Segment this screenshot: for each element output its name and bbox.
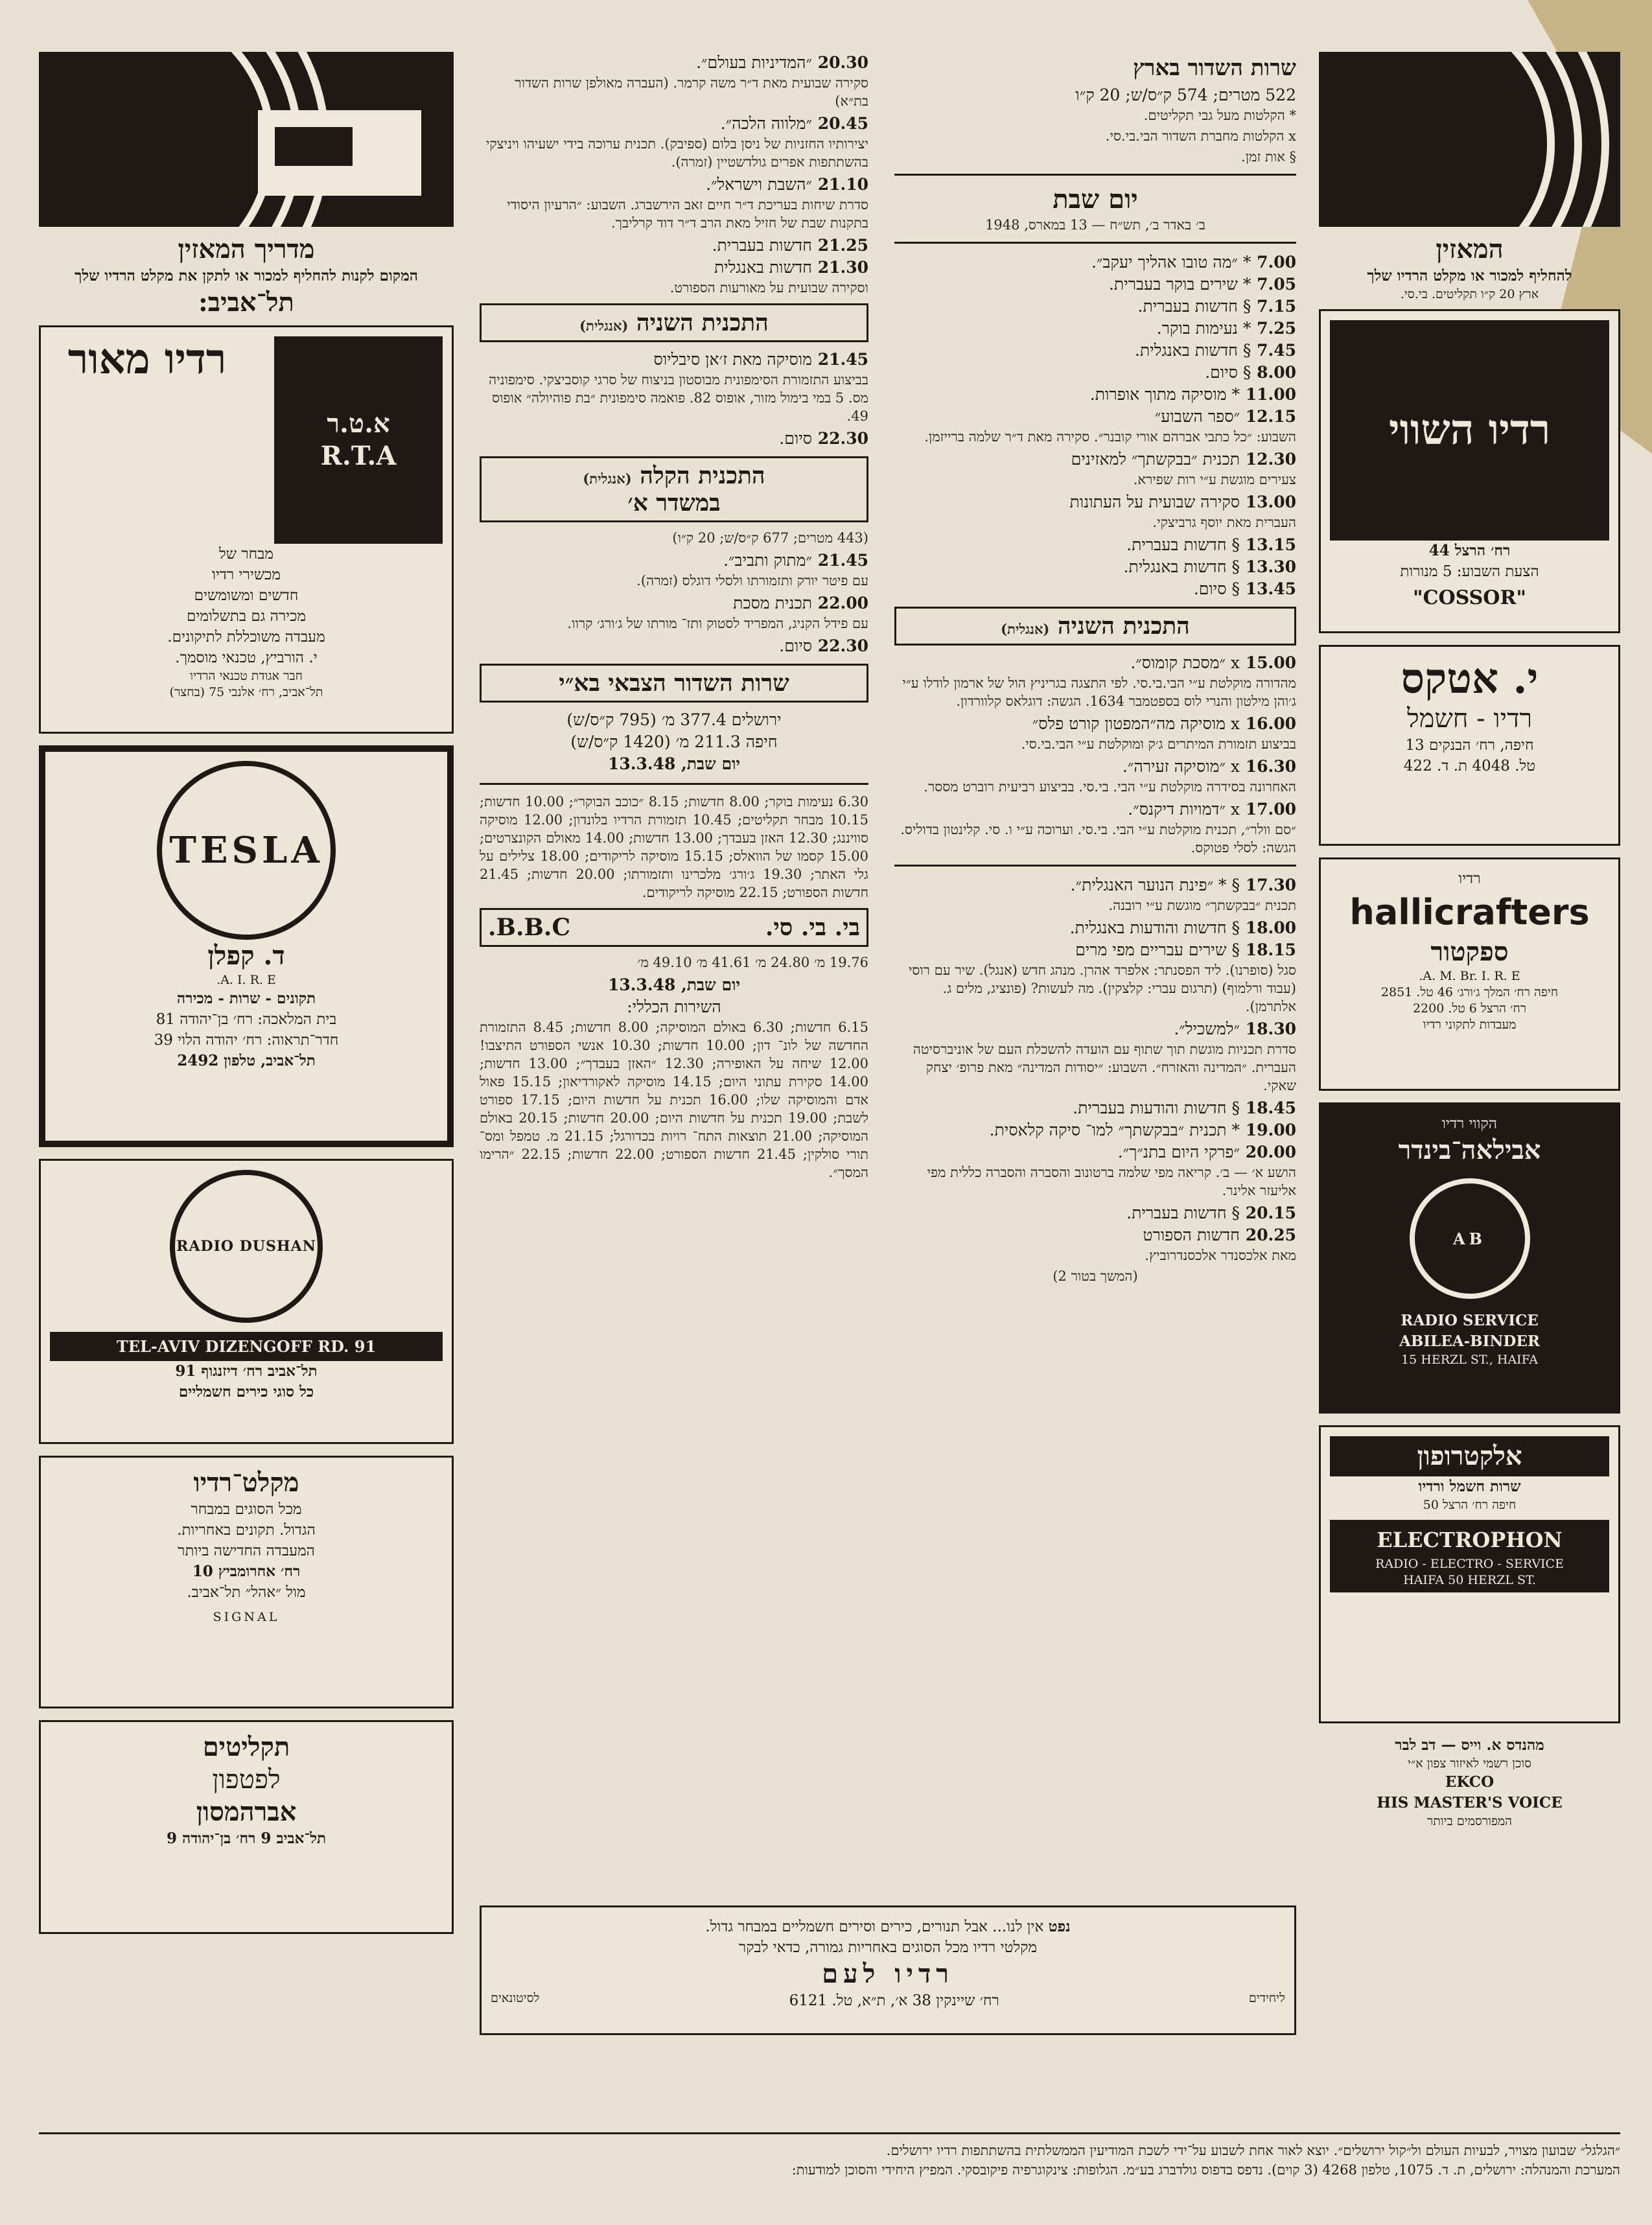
- program-item: [894, 296, 1296, 318]
- bbc-frequency: 19.76 מ׳ 24.80 מ׳ 41.61 מ׳ 49.10 מ׳: [637, 955, 868, 970]
- ad-line: בית המלאכה: רח׳ בן־יהודה 81: [156, 1011, 337, 1028]
- ad-sub: A. I. R. E.: [216, 973, 276, 987]
- ad-line: טל. 4048 ת. ד. 422: [1403, 758, 1536, 775]
- program-item: [894, 362, 1296, 384]
- program-title: חדשות באנגלית: [714, 258, 812, 277]
- ad-line: ABILEA-BINDER: [1399, 1333, 1540, 1350]
- program-time: 22.30: [811, 636, 868, 655]
- program-title: חדשות בעברית.: [712, 236, 812, 255]
- program-desc: עם פידל הקניג, המפריד לסטוק ותז־ מורתו של ג׳ורג׳ קרוו.: [567, 616, 868, 631]
- rta-logo: [274, 336, 443, 544]
- ad-line: י. הורביץ, טכנאי מוסמך.: [175, 649, 318, 666]
- rta-logo-text: א.ט.ר: [327, 408, 390, 439]
- section-lang: (אנגלית): [579, 318, 629, 334]
- program-item: [480, 52, 868, 74]
- ad-line: EKCO: [1445, 1773, 1495, 1791]
- ad-name: רדיו מאור: [67, 335, 227, 384]
- program-title: § חדשות והודעות בעברית.: [1073, 1099, 1240, 1117]
- ad-name: אלקטרופון: [1417, 1441, 1522, 1471]
- station-frequency: 522 מטרים; 574 ק״ס/ש; 20 ק״ו: [1075, 86, 1296, 104]
- light-program-list: [480, 550, 868, 657]
- program-title: חדשות הספורט: [1143, 1226, 1240, 1244]
- program-desc: הושע א׳ — ב׳. קריאה מפי שלמה ברטונוב והסברה והסברה כללית מפי אליעזר אלינר.: [927, 1165, 1296, 1198]
- ad-line: הגדול. תקונים באחריות.: [177, 1522, 316, 1539]
- program-title: ״מתוק ותביב״.: [723, 551, 812, 570]
- program-item: [894, 1018, 1296, 1040]
- program-title: x ״מוסיקה זעירה״.: [1122, 757, 1240, 776]
- ad-top: הקווי רדיו: [1442, 1115, 1497, 1132]
- bbc-body: 6.15 חדשות; 6.30 באולם המוסיקה; 8.00 חדשות; 8.45 התזמורת החדשה של לונ־ דון; 10.00 חדשות; 10.30 אנשי הספורט התיצבו! 12.00 שיחה על האופירה; 12.30 ״האזן בעבדך״; 13.00 חדשות; 14.00 סקירת עתוני היום; 14.15 מוסיקה לאקורדיאון; 15.15 פאול אדם והמוסיקה שלו; 16.00 תכנית על חדשות היום; 17.15 ספורט לשבת; 19.00 תכנית על חדשות היום; 20.00 חדשות; 20.15 באולם המוסיקה; 21.00 תוצאות התח־ רויות בכדורגל; 21.15 מ. טמפל ומס־ תורי סולקין; 21.45 חדשות הספורט; 22.00 חדשות; 22.15 ״הרימו המסך״.: [480, 1019, 869, 1180]
- ad-line: מכירה גם בתשלומים: [186, 608, 307, 625]
- divider: [894, 242, 1296, 244]
- ad-line: מקלטי רדיו מכל הסוגים באחריות גמורה, כדאי לבקר: [738, 1939, 1038, 1956]
- ad-line: ELECTROPHON: [1377, 1528, 1563, 1552]
- ad-name: ד. קפלן: [207, 940, 285, 971]
- program-title: תכנית מסכת: [733, 594, 812, 612]
- program-item: [480, 235, 868, 257]
- ad-line: תל־אביב, רח׳ אלנבי 75 (בחצר): [169, 685, 323, 699]
- ad-address: רח׳ שיינקין 38 א׳, ת״א, טל. 6121: [789, 1992, 999, 2009]
- ad-line: מכל הסוגים במבחר: [191, 1501, 302, 1518]
- day-date: ב׳ באדר ב׳, תש״ח — 13 במארס, 1948: [985, 217, 1205, 233]
- dushan-address: TEL-AVIV DIZENGOFF RD. 91: [50, 1332, 443, 1361]
- program-title: § חדשות באנגלית.: [1123, 557, 1240, 576]
- program-item: [894, 1202, 1296, 1224]
- section-title: התכנית השניה: [1057, 612, 1190, 640]
- program-desc: בביצוע תזמורת המיתרים ג׳ק ומוקלטת ע״י הבי.בי.סי.: [1021, 736, 1296, 752]
- ad-line: רח׳ אחרומביץ 10: [192, 1563, 301, 1580]
- guide-title: מדריך המאזין: [178, 234, 315, 264]
- program-title: ״השבת וישראל״.: [706, 175, 812, 194]
- ad-radio-hashwi: [1319, 309, 1620, 633]
- program-title: § סיום.: [1193, 579, 1240, 598]
- program-item: [894, 274, 1296, 296]
- program-title: ״המדיניות בעולם״.: [696, 53, 812, 72]
- program-item: [894, 318, 1296, 340]
- ad-line: המפורסמים ביותר: [1426, 1814, 1513, 1828]
- footer-line: המערכת והמנהלה: ירושלים, ת. ד. 1075, טלפון 4268 (3 קוים). נדפס בדפוס גולדברג בע״מ. הגלופות: צינקוגרפיה פיקובסקי. המפיץ היחידי והסוכן למודעות:: [791, 2162, 1620, 2178]
- program-title: סקירה שבועית על העתונות: [1069, 493, 1240, 511]
- evening-list: [480, 52, 868, 297]
- program-desc: סדרת תכניות מוגשת תוך שתוף עם הועדה להשכלת העם של אוניברסיטה העברית. ״המדינה והאזרח״. השבוע: ״יסודות המדינה״ מאת פרופ׳ יצחק שאקי.: [913, 1042, 1296, 1093]
- program-item: [894, 939, 1296, 961]
- station-title: שרות השדור בארץ: [1133, 55, 1296, 81]
- ad-line: מעבדה משוכללת לתיקונים.: [167, 629, 325, 646]
- ad-name: אבילאה־בינדר: [1398, 1135, 1541, 1165]
- bbc-title: בי. בי. סי.: [765, 914, 860, 941]
- program-item: [894, 917, 1296, 939]
- program-time: 18.45: [1239, 1099, 1296, 1117]
- ad-radio-laam: [480, 1905, 1296, 2035]
- ad-line: מכשירי רדיו: [211, 566, 281, 583]
- evening-program-list: [894, 874, 1296, 1264]
- ad-line: 15 HERZL ST., HAIFA: [1401, 1353, 1538, 1367]
- program-item: [894, 756, 1296, 778]
- army-body: 6.30 נעימות בוקר; 8.00 חדשות; 8.15 ״כוכב הבוקר״; 10.00 חדשות; 10.15 מבחר תקליטים; 10.45 תזמורת הרדיו בלונדון; 12.00 מוסיקה סוויננג; 12.30 האזן בעבדך; 13.00 חדשות; 14.00 מאולם הקונצרטים; 15.00 קסמו של הוואלס; 15.15 מוסיקה לריקודים; 18.00 צלילים על גלי האתר; 19.30 ג׳ורג׳ מלכרינו ותזמורתו; 20.00 חדשות; 21.45 חדשות הספורט; 22.15 מוסיקה לריקודים.: [480, 794, 868, 900]
- dushan-address-he: תל־אביב רח׳ דיזנגוף 91: [175, 1362, 318, 1380]
- program-title: x מוסיקה מה״המפטון קורט פלס״: [1032, 714, 1240, 733]
- program-desc: יצירותיו החזניות של ניסן בלום (ספיבק). תכנית ערוכה בידי ישעיהו ויניצקי בהשתתפות אפרים גולדשטיין (זמרה).: [485, 136, 868, 170]
- program-title: סיום.: [779, 636, 812, 655]
- program-desc: מאת אלכסנדר אלכסנדרוביץ.: [1145, 1248, 1296, 1263]
- ad-electrophon: [1319, 1425, 1620, 1723]
- program-item: [894, 534, 1296, 556]
- ad-line: לפטפון: [212, 1765, 281, 1795]
- ad-line: A. M. Br. I. R. E.: [1419, 969, 1520, 983]
- program-title: * נעימות בוקר.: [1156, 319, 1251, 338]
- program-time: 18.00: [1239, 918, 1296, 937]
- program-time: 21.45: [811, 350, 868, 369]
- program-desc: השבוע: ״כל כתבי אברהם אורי קובנר״. סקירה מאת ד״ר שלמה ברייזמן.: [924, 429, 1296, 445]
- program-title: ״פרקי היום בתנ״ך״.: [1117, 1143, 1240, 1161]
- guide-title: המאזין: [1436, 234, 1504, 264]
- program-title: x ״מסכת קומוס״.: [1130, 653, 1240, 672]
- ad-top: רדיו: [1458, 870, 1481, 887]
- second-program-list: [480, 349, 868, 450]
- ad-maklet-radio: [39, 1456, 454, 1708]
- middle-schedule-column: [480, 52, 868, 1184]
- electrophon-latin: [1330, 1520, 1609, 1592]
- program-time: 7.00: [1251, 253, 1296, 272]
- program-time: 20.00: [1239, 1143, 1296, 1161]
- program-time: 7.15: [1251, 297, 1296, 316]
- program-desc: סקירה שבועית מאת ד״ר משה קרמר. (העברה מאולפן שרות השדור בת״א): [515, 75, 868, 109]
- program-time: 7.45: [1251, 341, 1296, 360]
- signal-logo: SIGNAL: [213, 1610, 280, 1624]
- program-item: [894, 1097, 1296, 1119]
- ad-line: רח׳ הרצל 6 טל. 2200: [1412, 1001, 1527, 1016]
- right-ads-column: [1319, 52, 1620, 1830]
- second-program-list: [894, 652, 1296, 857]
- program-item: [894, 874, 1296, 896]
- program-title: § שירים עבריים מפי מרים: [1075, 940, 1240, 959]
- ad-line: תל־אביב, טלפון 2492: [177, 1052, 316, 1069]
- ad-line: מהנדס א. וייס — דב לבר: [1395, 1736, 1544, 1754]
- program-title: ״מלווה הלכה״.: [720, 114, 812, 133]
- legend-line: * הקלטות מעל גבי תקליטים.: [1143, 108, 1296, 123]
- program-time: 16.00: [1239, 714, 1296, 733]
- rta-logo-sub: R.T.A: [320, 441, 397, 471]
- program-time: 22.30: [811, 429, 868, 448]
- ad-line: HIS MASTER'S VOICE: [1377, 1794, 1563, 1811]
- program-title: § חדשות והודעות באנגלית.: [1069, 918, 1240, 937]
- divider: [894, 174, 1296, 176]
- ad-line: כל סוגי כירים חשמליים: [178, 1383, 314, 1401]
- ad-name: מקלט־רדיו: [193, 1467, 299, 1498]
- light-frequency: (443 מטרים; 677 ק״ס/ש; 20 ק״ו): [672, 530, 868, 546]
- ad-line: חיפה, רח׳ הבנקים 13: [1405, 737, 1534, 754]
- ad-line: חדשים ומשומשים: [194, 587, 299, 604]
- program-desc: בביצוע התזמורת הסימפונית מבוסטון בניצוח של סרגי קוסביצקי. סימפוניה מס. 5 במי בימול מזור, אופוס 82. פואמה סימפונית ״בת פוהיולה״ אופוס 49.: [489, 372, 868, 424]
- program-title: ״ספר השבוע״: [1154, 407, 1240, 426]
- ad-line: RADIO - ELECTRO - SERVICE: [1375, 1557, 1564, 1571]
- program-time: 12.30: [1239, 450, 1296, 469]
- program-item: [894, 448, 1296, 471]
- program-time: 18.15: [1239, 940, 1296, 959]
- program-time: 11.00: [1239, 385, 1296, 404]
- ad-name: רדיו לעם: [822, 1959, 954, 1989]
- ad-weiss: [1319, 1735, 1620, 1830]
- ad-sub: ספקטור: [1430, 937, 1509, 967]
- program-title: § * ״פינת הנוער האנגלית״.: [1070, 876, 1240, 894]
- program-title: x ״דמויות דיקנס״.: [1128, 800, 1240, 819]
- program-item: [480, 257, 868, 279]
- program-time: 7.25: [1251, 319, 1296, 338]
- program-item: [894, 340, 1296, 362]
- bbc-header: [480, 908, 868, 947]
- ad-radio-maor: [39, 325, 454, 734]
- ad-line: תקונים - שרות - מכירה: [176, 990, 316, 1007]
- program-item: [480, 349, 868, 371]
- ad-tesla: [39, 745, 454, 1147]
- program-title: * תכנית ״בבקשתך״ למו־ סיקה קלאסית.: [989, 1121, 1240, 1139]
- city-heading: תל־אביב:: [198, 287, 294, 318]
- program-time: 21.10: [811, 175, 868, 194]
- ad-name: י. אטקס: [1401, 655, 1539, 703]
- divider: [894, 865, 1296, 867]
- program-item: [894, 578, 1296, 600]
- cossor-brand: "COSSOR": [1412, 587, 1527, 609]
- program-item: [480, 428, 868, 450]
- program-item: [480, 550, 868, 572]
- section-title: התכנית הקלה: [640, 462, 765, 489]
- tesla-logo: TESLA: [157, 761, 336, 940]
- program-item: [480, 635, 868, 657]
- program-time: 19.00: [1239, 1121, 1296, 1139]
- program-time: 13.30: [1239, 557, 1296, 576]
- program-time: 20.45: [811, 114, 868, 133]
- program-time: 17.00: [1239, 800, 1296, 819]
- left-ads-column: [39, 52, 454, 1946]
- program-desc: מהדורה מוקלטת ע״י הבי.בי.סי. לפי התצגה בגריניץ הול של ארמון לודלו ע״י ג׳והן מילטון והנרי לוס בספטמבר 1634. הגשה: דוגלאס קלוורדון.: [902, 675, 1296, 709]
- ad-line: רח׳ הרצל 44: [1428, 542, 1511, 559]
- army-line: ירושלים 377.4 מ׳ (795 ק״ס/ש): [566, 710, 782, 729]
- program-time: 13.15: [1239, 535, 1296, 554]
- ad-radio-dushan: [39, 1159, 454, 1444]
- day-program-list: [894, 251, 1296, 600]
- continue-note: (המשך בטור 2): [1053, 1268, 1138, 1284]
- program-desc: תכנית ״בבקשתך״ מוגשת ע״י רובנה.: [1108, 898, 1296, 913]
- ad-hallicrafters: [1319, 857, 1620, 1091]
- program-title: תכנית ״בבקשתך״ למאזינים: [1071, 450, 1240, 469]
- ad-line: RADIO SERVICE: [1401, 1312, 1539, 1329]
- program-title: § סיום.: [1205, 363, 1251, 382]
- army-line: חיפה 211.3 מ׳ (1420 ק״ס/ש): [570, 732, 778, 751]
- program-item: [894, 251, 1296, 274]
- second-program-header: [894, 607, 1296, 646]
- program-time: 12.15: [1239, 407, 1296, 426]
- program-item: [894, 556, 1296, 578]
- program-desc: צעירים מוגשת ע״י רות שפירא.: [1133, 472, 1296, 487]
- hallicrafters-logo: hallicrafters: [1349, 892, 1590, 933]
- army-date: יום שבת, 13.3.48: [607, 754, 741, 773]
- program-item: [894, 1119, 1296, 1141]
- program-time: 13.45: [1239, 579, 1296, 598]
- program-time: 20.15: [1239, 1204, 1296, 1222]
- program-desc: ״סם וולר״, תכנית מוקלטת ע״י הבי. בי.סי. וערוכה ע״י ו. סי. קלינטון בדוליס. הגשה: לסלי פטוקס.: [900, 822, 1296, 856]
- legend-line: § אות זמן.: [1241, 149, 1296, 165]
- program-desc: עם פיטר יורק ותזמורתו ולסלי דוגלס (זמרה).: [636, 573, 868, 588]
- day-title: יום שבת: [1053, 184, 1138, 215]
- bbc-date: יום שבת, 13.3.48: [607, 975, 741, 994]
- program-time: 21.25: [811, 236, 868, 255]
- program-title: § חדשות באנגלית.: [1134, 341, 1251, 360]
- ad-line: [491, 1916, 1285, 1937]
- program-item: [894, 1224, 1296, 1246]
- ad-line: מעבדות לתקוני רדיו: [1423, 1018, 1517, 1032]
- ad-text: אין לנו... אבל תנורים, כירים וסירים חשמליים במבחר גדול.: [705, 1918, 1044, 1935]
- guide-line: להחליף למכור או מקלט הרדיו שלך: [1367, 267, 1572, 285]
- main-schedule-column: [894, 52, 1296, 1288]
- program-time: 22.00: [811, 594, 868, 612]
- program-item: [894, 491, 1296, 513]
- ad-line: חיפה רח׳ המלך ג׳ורג׳ 46 טל. 2851: [1380, 985, 1559, 999]
- program-item: [894, 1141, 1296, 1163]
- program-item: [894, 384, 1296, 406]
- radio-tower-illustration: [1319, 52, 1620, 227]
- section-title: התכנית השניה: [636, 309, 769, 336]
- abilea-logo: AB: [1410, 1178, 1530, 1299]
- program-title: * ״מה טובו אהליך יעקב״.: [1091, 253, 1251, 272]
- ad-name: תקליטים: [202, 1732, 290, 1762]
- program-time: 18.30: [1239, 1019, 1296, 1038]
- ad-line: סוכן רשמי לאיזור צפון א״י: [1408, 1756, 1531, 1771]
- ad-line: המעבדה החדישה ביותר: [178, 1543, 315, 1559]
- ad-line: מול ״אהל״ תל־אביב.: [187, 1584, 306, 1601]
- program-time: 13.00: [1239, 493, 1296, 511]
- program-desc: סגל (סופרנו). ליד הפסנתר: אלפרד אהרן. מנהג חדש (אנגל). שיר עם רוסי (עבוד ורלמוף) (תרגום עברי: קלצקין). מה לעשות? (פונציג, מלים ג. אלתרמן).: [908, 962, 1296, 1014]
- program-desc: האחרונה בסידרה מוקלטת ע״י הבי. בי.סי. בביצוע רביעית רוברט מססר.: [924, 779, 1296, 795]
- footer-line: ״הגלגל״ שבועון מצויר, לבעיות העולם ול״קול ירושלים״. יוצא לאור אחת לשבוע על־ידי לשכת המודיעין הממשלתית בהשתתפות רדיו ירושלים.: [886, 2143, 1620, 2158]
- program-time: 20.30: [811, 53, 868, 72]
- section-subtitle: במשדר א׳: [627, 489, 721, 517]
- program-item: [894, 406, 1296, 428]
- program-time: 21.45: [811, 551, 868, 570]
- ad-right: ליחידים: [1248, 1991, 1285, 2005]
- ad-line: חדר־תראוה: רח׳ יהודה הלוי 39: [154, 1032, 339, 1049]
- program-time: 7.05: [1251, 275, 1296, 294]
- program-desc: סדרת שיחות בעריכת ד״ר חיים זאב הירשברג. השבוע: ״הרעיון היסודי בתקנות שבת של חזיל מאת הרב ד״ר דוד קרליבך.: [507, 197, 868, 231]
- program-item: [480, 113, 868, 135]
- ad-line: תל־אביב 9 רח׳ בן־יהודה 9: [166, 1830, 327, 1847]
- program-title: * מוסיקה מתוך אופרות.: [1089, 385, 1240, 404]
- ad-left: לסיטונאים: [491, 1991, 540, 2005]
- ad-line: הצעת השבוע: 5 מנורות: [1400, 563, 1539, 580]
- ad-line: חיפה רח׳ הרצל 50: [1423, 1498, 1517, 1512]
- dushan-logo: RADIO DUSHAN: [170, 1170, 323, 1323]
- program-title: מוסיקה מאת ז׳אן סיבליוס: [653, 350, 812, 369]
- program-item: [894, 652, 1296, 674]
- program-desc: וסקירה שבועית על מאורעות הספורט.: [669, 280, 868, 296]
- program-title: * שירים בוקר בעברית.: [1108, 275, 1251, 294]
- second-program-header: [480, 303, 868, 342]
- legend-line: x הקלטות מחברת השדור הבי.בי.סי.: [1105, 128, 1296, 144]
- ad-line: מבחר של: [219, 546, 273, 563]
- bbc-sub: השירות הכללי:: [627, 997, 721, 1016]
- program-title: ״למשכיל״.: [1174, 1019, 1240, 1038]
- program-item: [894, 713, 1296, 735]
- program-time: 15.00: [1239, 653, 1296, 672]
- radio-tower-illustration: [39, 52, 454, 227]
- program-time: 20.25: [1239, 1226, 1296, 1244]
- ad-line: חבר אגודת טכנאי הרדיו: [190, 669, 303, 683]
- program-item: [894, 798, 1296, 821]
- program-title: סיום.: [779, 429, 812, 448]
- army-header: שרות השדור הצבאי בא״י: [480, 664, 868, 703]
- ad-name-box: [1330, 1436, 1609, 1476]
- ad-name: רדיו השווי: [1388, 406, 1551, 454]
- footer: [39, 2132, 1620, 2180]
- guide-line: המקום לקנות להחליף למכור או לתקן את מקלט הרדיו שלך: [75, 267, 418, 285]
- program-item: [480, 592, 868, 614]
- section-lang: (אנגלית): [1001, 621, 1050, 637]
- program-desc: העברית מאת יוסף גרביצקי.: [1152, 515, 1296, 530]
- ad-records: [39, 1720, 454, 1934]
- ad-abilea-binder: [1319, 1102, 1620, 1414]
- light-program-header: [480, 456, 868, 522]
- section-lang: (אנגלית): [583, 471, 632, 487]
- program-title: § חדשות בעברית.: [1126, 1204, 1240, 1222]
- ad-line: שרות חשמל ורדיו: [1418, 1478, 1521, 1495]
- program-title: § חדשות בעברית.: [1126, 535, 1240, 554]
- program-time: 16.30: [1239, 757, 1296, 776]
- program-title: § חדשות בעברית.: [1137, 297, 1251, 316]
- ad-top: נפט: [1048, 1918, 1071, 1935]
- program-item: [480, 174, 868, 196]
- hashwi-illustration: [1330, 320, 1609, 541]
- program-time: 17.30: [1239, 876, 1296, 894]
- torn-text: ארץ 20 ק״ו תקליטים. בי.סי.: [1400, 287, 1539, 301]
- divider: [480, 783, 868, 785]
- ad-atkes: [1319, 645, 1620, 846]
- program-time: 8.00: [1251, 363, 1296, 382]
- program-time: 21.30: [811, 258, 868, 277]
- ad-line: אברהמסון: [196, 1797, 297, 1827]
- ad-line: HAIFA 50 HERZL ST.: [1403, 1573, 1536, 1587]
- ad-sub: רדיו - חשמל: [1407, 704, 1532, 734]
- bbc-latin: B.B.C.: [488, 914, 571, 941]
